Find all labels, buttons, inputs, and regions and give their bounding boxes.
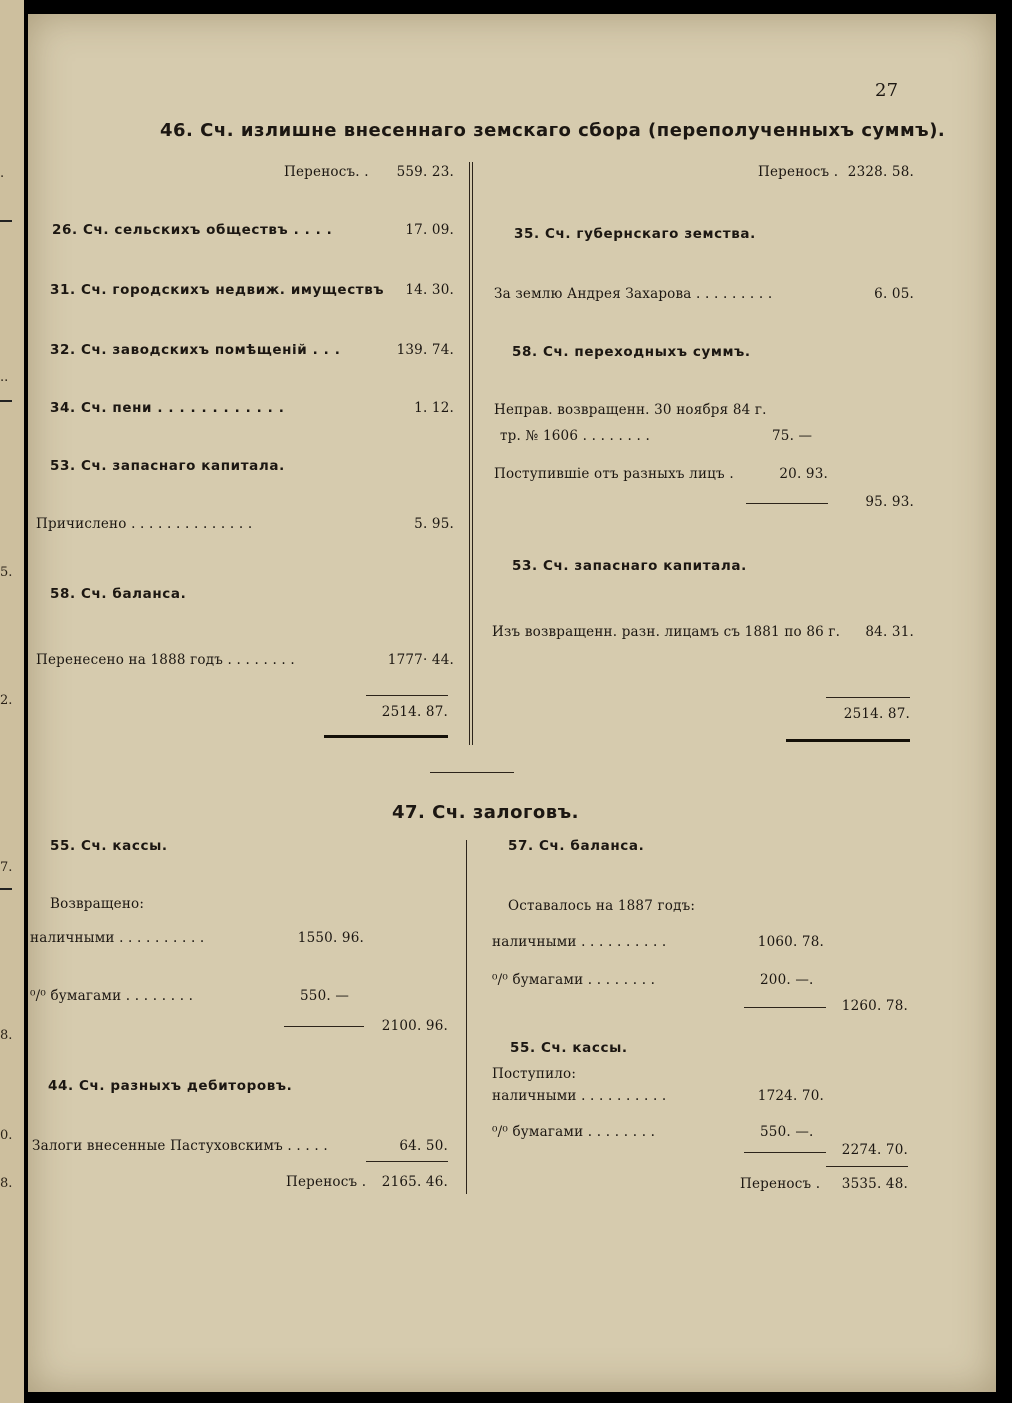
subtotal-rule: [746, 503, 828, 504]
account-row-label: 32. Сч. заводскихъ помѣщеній . . .: [50, 342, 341, 358]
carry-rule: [826, 1166, 908, 1167]
section-total: 2514. 87.: [381, 704, 448, 720]
total-rule: [826, 697, 910, 698]
transit-heading: 58. Сч. переходныхъ суммъ.: [512, 344, 751, 360]
adjacent-fragment: .: [0, 166, 5, 181]
cash-heading: 55. Сч. кассы.: [510, 1040, 628, 1056]
section-46-title: 46. Сч. излишне внесеннаго земскаго сбора (переполученныхъ суммъ).: [160, 120, 946, 141]
ledger-page: [28, 14, 996, 1392]
papers-value: 200. —.: [760, 972, 814, 988]
account-row-value: 1. 12.: [414, 400, 454, 416]
papers-label: ⁰/⁰ бумагами . . . . . . . .: [492, 972, 656, 988]
received-heading: Поступило:: [492, 1066, 577, 1082]
papers-label: ⁰/⁰ бумагами . . . . . . . .: [30, 988, 194, 1004]
adjacent-rule: [0, 400, 12, 402]
balance-heading: 58. Сч. баланса.: [50, 586, 187, 602]
carry-value: 559. 23.: [396, 164, 454, 180]
cash-label: наличными . . . . . . . . . .: [30, 930, 205, 946]
returned-sum: 2100. 96.: [381, 1018, 448, 1034]
section-separator: [430, 772, 514, 773]
cash-value: 1060. 78.: [757, 934, 824, 950]
papers-value: 550. —: [300, 988, 350, 1004]
cash-heading: 55. Сч. кассы.: [50, 838, 168, 854]
account-row-value: 17. 09.: [405, 222, 454, 238]
received-label: Поступившіе отъ разныхъ лицъ .: [494, 466, 734, 482]
wrong-return-line: Неправ. возвращенн. 30 ноября 84 г.: [494, 402, 767, 418]
adjacent-fragment: 0.: [0, 1128, 13, 1143]
cash-value: 1550. 96.: [297, 930, 364, 946]
received-value: 20. 93.: [779, 466, 828, 482]
carry-rule: [366, 1161, 448, 1162]
adjacent-rule: [0, 220, 12, 222]
adjacent-fragment: 7.: [0, 860, 13, 875]
closing-rule: [324, 735, 448, 738]
cash-label: наличными . . . . . . . . . .: [492, 1088, 667, 1104]
papers-label: ⁰/⁰ бумагами . . . . . . . .: [492, 1124, 656, 1140]
land-value: 6. 05.: [874, 286, 914, 302]
carry-value: 3535. 48.: [841, 1176, 908, 1192]
carry-value: 2165. 46.: [381, 1174, 448, 1190]
cash-value: 1724. 70.: [757, 1088, 824, 1104]
balance-heading: 57. Сч. баланса.: [508, 838, 645, 854]
column-divider: [472, 162, 473, 745]
section-total: 2514. 87.: [843, 706, 910, 722]
carry-label: Переносъ .: [740, 1176, 821, 1192]
adjacent-fragment: ..: [0, 370, 9, 385]
added-value: 5. 95.: [414, 516, 454, 532]
pledge-value: 64. 50.: [399, 1138, 448, 1154]
returned-label: Изъ возвращенн. разн. лицамъ съ 1881 по 86 г.: [492, 624, 841, 640]
reserve-heading: 53. Сч. запаснаго капитала.: [512, 558, 747, 574]
total-rule: [366, 695, 448, 696]
adjacent-fragment: 8.: [0, 1176, 13, 1191]
carry-value: 2328. 58.: [847, 164, 914, 180]
added-label: Причислено . . . . . . . . . . . . . .: [36, 516, 253, 532]
account-row-value: 14. 30.: [405, 282, 454, 298]
adjacent-rule: [0, 888, 12, 890]
account-row-value: 139. 74.: [396, 342, 454, 358]
carry-label: Переносъ .: [286, 1174, 367, 1190]
remained-heading: Оставалось на 1887 годъ:: [508, 898, 696, 914]
adjacent-fragment: 2.: [0, 693, 13, 708]
section-47-title: 47. Сч. залоговъ.: [392, 802, 580, 823]
account-row-label: 26. Сч. сельскихъ обществъ . . . .: [52, 222, 333, 238]
returned-value: 84. 31.: [865, 624, 914, 640]
wrong-return-line: тр. № 1606 . . . . . . . .: [500, 428, 650, 444]
carry-label: Переносъ. .: [284, 164, 369, 180]
pledge-label: Залоги внесенные Пастуховскимъ . . . . .: [32, 1138, 328, 1154]
debtors-heading: 44. Сч. разныхъ дебиторовъ.: [48, 1078, 293, 1094]
column-divider: [469, 162, 470, 745]
account-row-label: 34. Сч. пени . . . . . . . . . . . .: [50, 400, 285, 416]
returned-heading: Возвращено:: [50, 896, 145, 912]
adjacent-fragment: 5.: [0, 565, 13, 580]
page-number: 27: [875, 80, 899, 101]
remained-sum: 1260. 78.: [841, 998, 908, 1014]
received-sum: 2274. 70.: [841, 1142, 908, 1158]
carry-label: Переносъ .: [758, 164, 839, 180]
transit-sum: 95. 93.: [865, 494, 914, 510]
cash-label: наличными . . . . . . . . . .: [492, 934, 667, 950]
land-label: За землю Андрея Захарова . . . . . . . . .: [494, 286, 773, 302]
provincial-heading: 35. Сч. губернскаго земства.: [514, 226, 756, 242]
reserve-heading: 53. Сч. запаснаго капитала.: [50, 458, 285, 474]
papers-value: 550. —.: [760, 1124, 814, 1140]
account-row-label: 31. Сч. городскихъ недвиж. имуществъ: [50, 282, 385, 298]
closing-rule: [786, 739, 910, 742]
adjacent-fragment: 8.: [0, 1028, 13, 1043]
transfer-label: Перенесено на 1888 годъ . . . . . . . .: [36, 652, 295, 668]
column-divider: [466, 840, 467, 1194]
transfer-value: 1777· 44.: [387, 652, 454, 668]
wrong-return-value: 75. —: [772, 428, 813, 444]
adjacent-page-edge: [0, 0, 24, 1403]
